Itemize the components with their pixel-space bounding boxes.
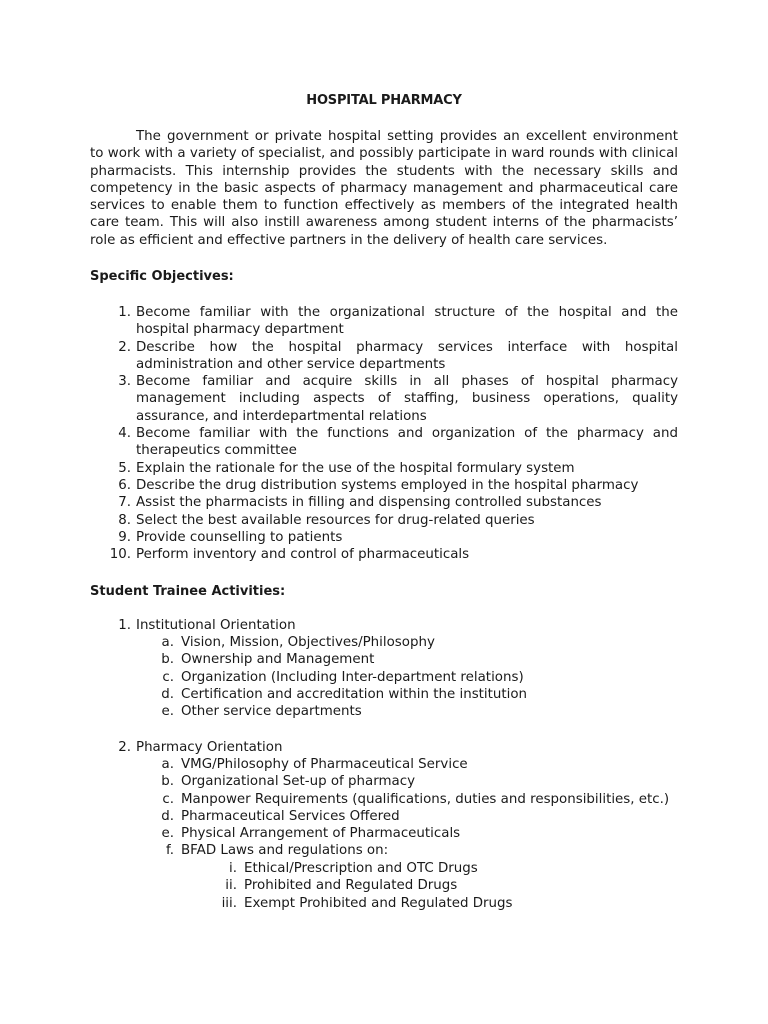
list-item: e. Physical Arrangement of Pharmaceuticals xyxy=(161,826,461,842)
list-item: i. Ethical/Prescription and OTC Drugs xyxy=(229,861,478,876)
list-item: d. Pharmaceutical Services Offered xyxy=(161,808,400,824)
objectives-list xyxy=(90,304,678,563)
objectives-heading: Specific Objectives: xyxy=(90,269,234,284)
list-item: c. Organization (Including Inter-department relations) xyxy=(162,669,524,685)
list-item: 3. Become familiar and acquire skills in all phases of hospital pharmacy management including aspects of staffing, business operations, quality assurance, and interdepartmental relations xyxy=(118,374,678,424)
list-item: 2. Describe how the hospital pharmacy services interface with hospital administration and other service departments xyxy=(118,339,678,372)
list-item: e. Other service departments xyxy=(161,704,362,720)
bfad-laws-list xyxy=(90,860,678,912)
list-item: ii. Prohibited and Regulated Drugs xyxy=(225,878,458,894)
list-item: 4. Become familiar with the functions and organization of the pharmacy and therapeutics committee xyxy=(118,426,678,459)
activities-heading: Student Trainee Activities: xyxy=(90,584,286,599)
list-item: 6. Describe the drug distribution systems employed in the hospital pharmacy xyxy=(118,477,639,493)
list-item: 7. Assist the pharmacists in filling and dispensing controlled substances xyxy=(118,495,602,511)
list-item: 10. Perform inventory and control of pharmaceuticals xyxy=(109,547,470,563)
list-item: f. BFAD Laws and regulations on: xyxy=(166,843,389,859)
pharmacy-orientation-list xyxy=(90,756,678,860)
list-item: b. Ownership and Management xyxy=(161,652,375,668)
list-item: 2. Pharmacy Orientation xyxy=(118,740,283,755)
list-item: a. Vision, Mission, Objectives/Philosophy xyxy=(161,635,435,650)
list-item: iii. Exempt Prohibited and Regulated Drugs xyxy=(221,895,513,911)
list-item: c. Manpower Requirements (qualifications, duties and responsibilities, etc.) xyxy=(162,791,670,807)
activities-section-1 xyxy=(90,617,678,634)
institutional-orientation-list xyxy=(90,634,678,720)
list-item: b. Organizational Set-up of pharmacy xyxy=(161,774,416,790)
activities-section-2 xyxy=(90,739,678,756)
list-item: a. VMG/Philosophy of Pharmaceutical Service xyxy=(161,757,468,772)
list-item: d. Certification and accreditation within the institution xyxy=(161,686,528,702)
document-title: HOSPITAL PHARMACY xyxy=(306,93,462,108)
list-item: 9. Provide counselling to patients xyxy=(118,529,343,545)
list-item: 1. Institutional Orientation xyxy=(118,618,296,633)
list-item: 5. Explain the rationale for the use of the hospital formulary system xyxy=(118,460,575,476)
list-item: 8. Select the best available resources for drug-related queries xyxy=(118,512,535,528)
list-item: 1. Become familiar with the organizational structure of the hospital and the hospital pharmacy department xyxy=(118,305,678,338)
intro-paragraph: The government or private hospital setting provides an excellent environment to work with a variety of specialist, and possibly participate in ward rounds with clinical pharmacists. This internship provides the students with the necessary skills and competency in the basic aspects of pharmacy management and pharmaceutical care services to enable them to function effectively as members of the integrated health care team. This will also instill awareness among student interns of the pharmacists’ role as efficient and effective partners in the delivery of health care services. xyxy=(90,129,678,248)
